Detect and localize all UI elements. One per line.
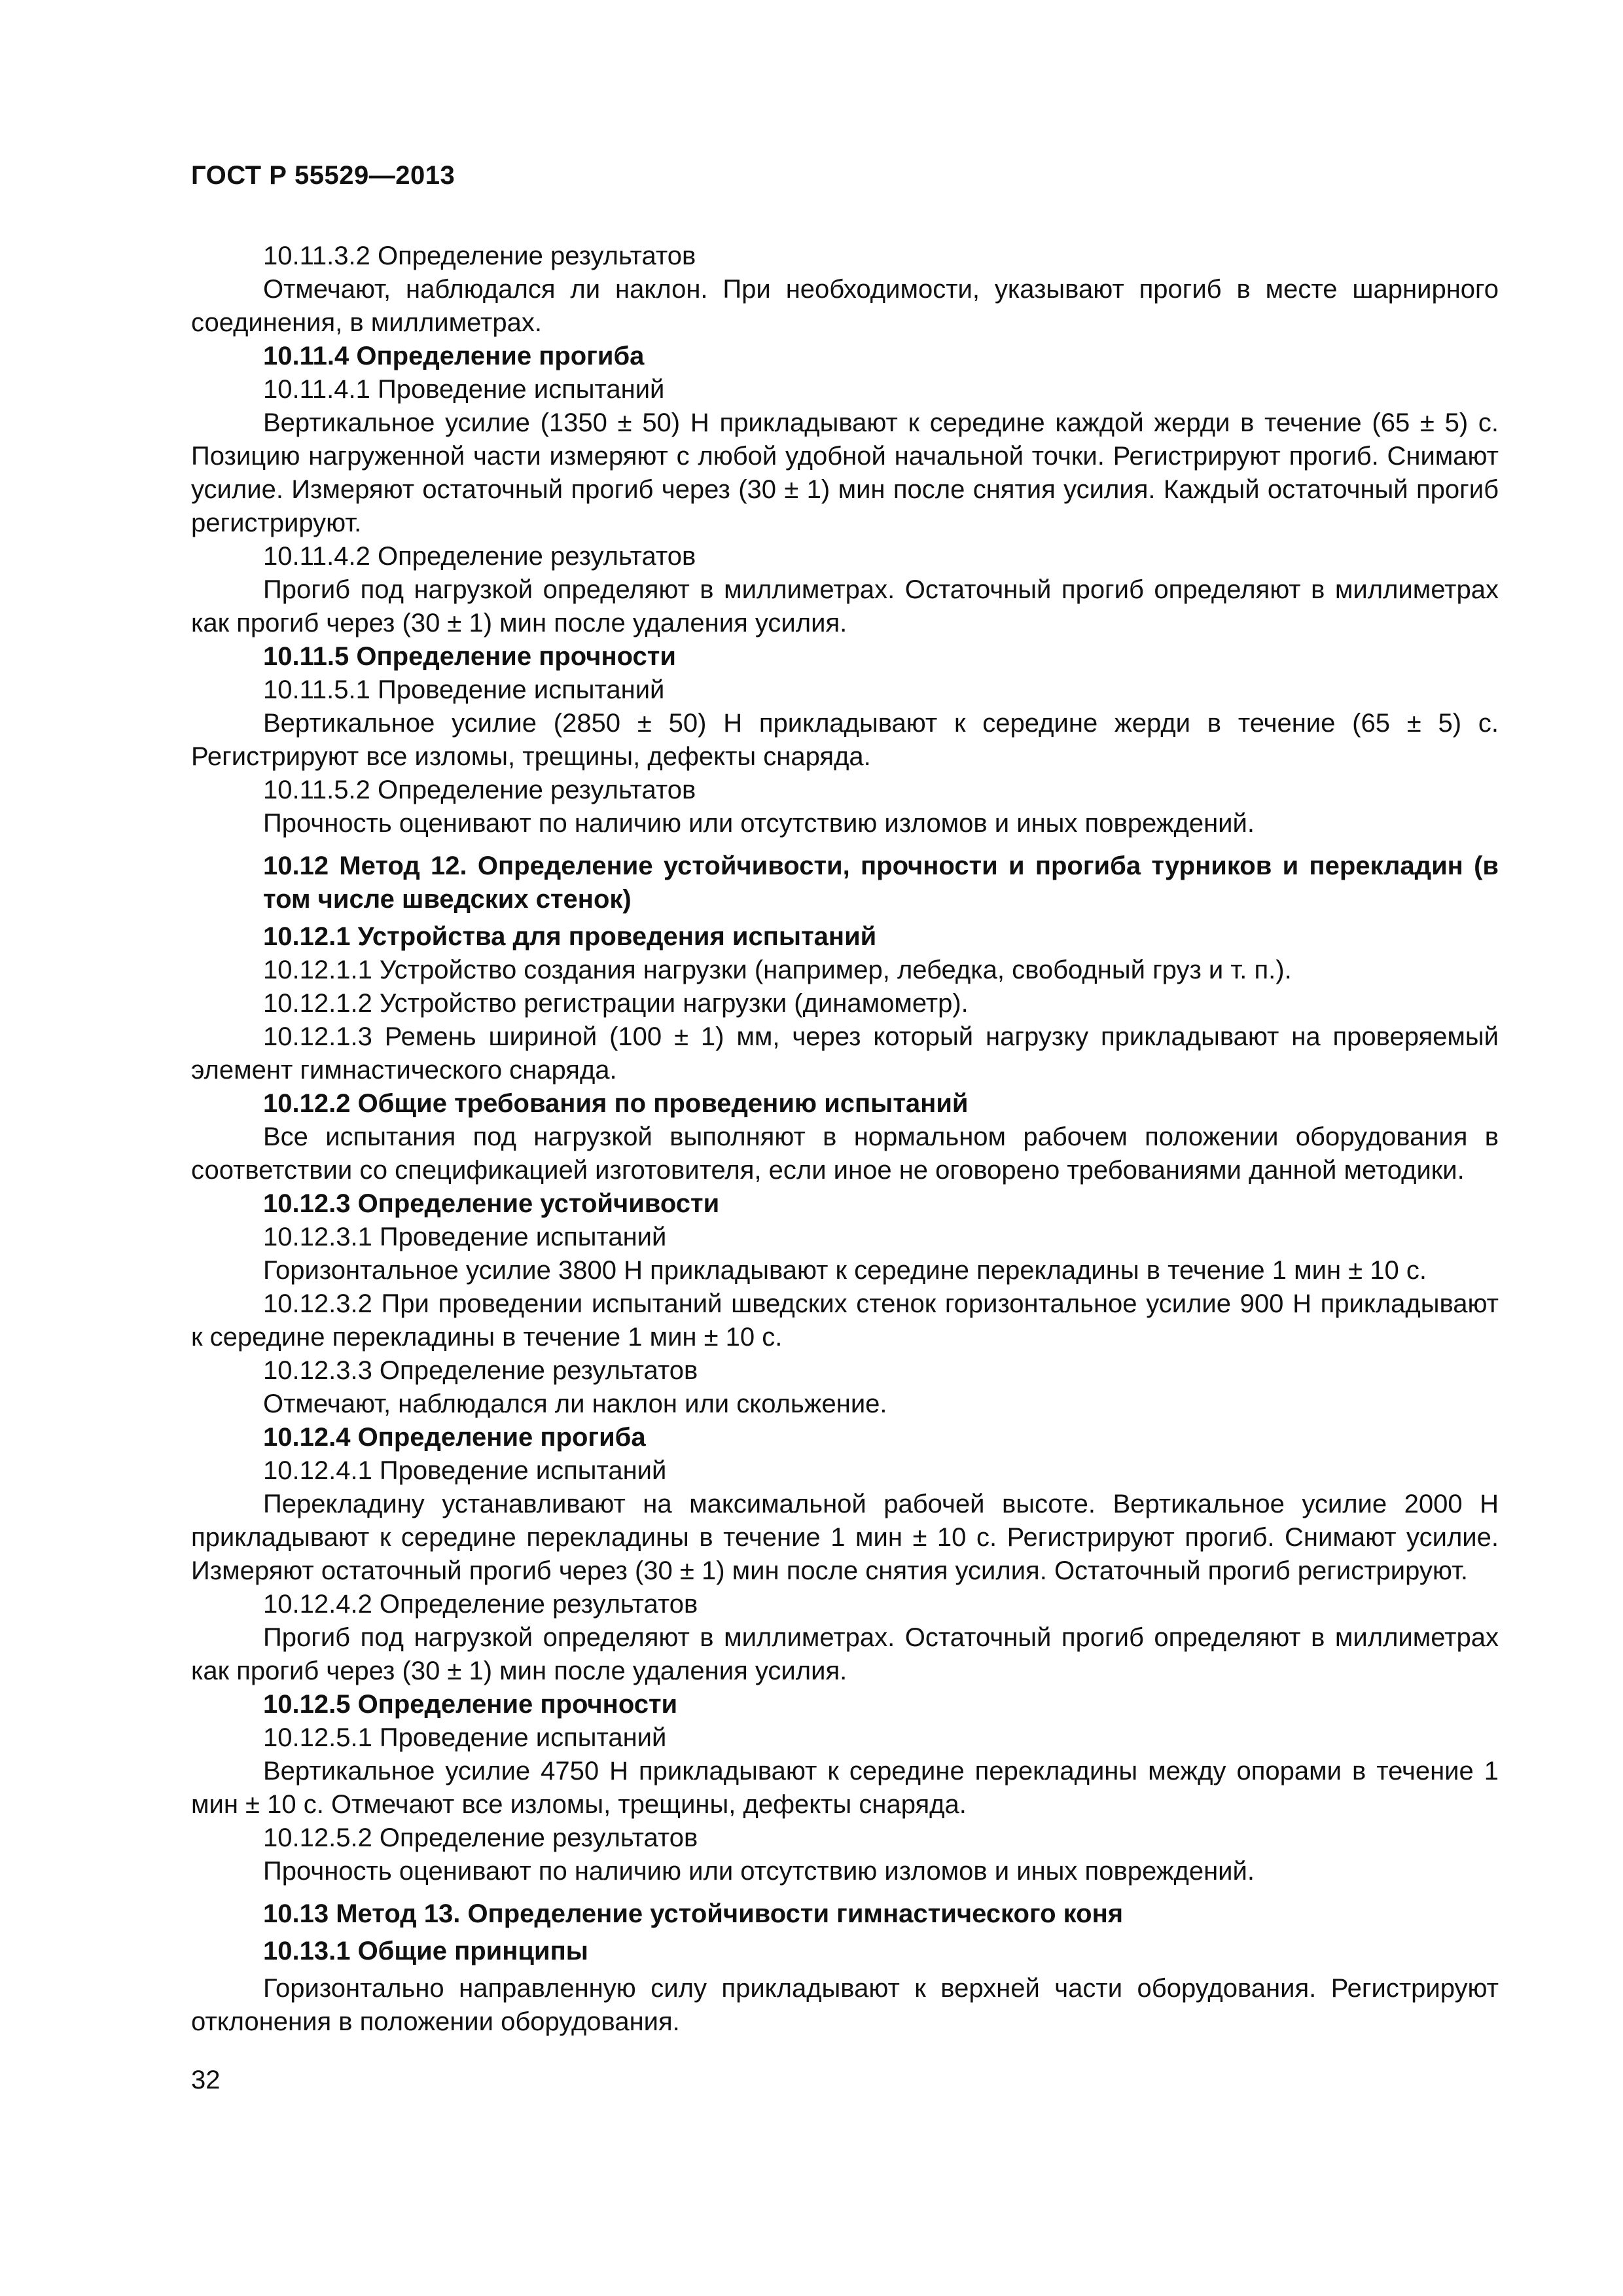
paragraph: Отмечают, наблюдался ли наклон или скольжение. — [263, 1390, 887, 1418]
paragraph: Прочность оценивают по наличию или отсутствию изломов и иных повреждений. — [263, 1857, 1255, 1886]
paragraph: Прогиб под нагрузкой определяют в миллиметрах. Остаточный прогиб определяют в миллиметрах как прогиб через (30 ± 1) мин после удаления усилия. — [191, 575, 1499, 637]
standard-header: ГОСТ Р 55529—2013 — [191, 161, 455, 190]
paragraph: Перекладину устанавливают на максимальной рабочей высоте. Вертикальное усилие 2000 Н прикладывают к середине перекладины в течение 1 мин ± 10 с. Регистрируют прогиб. Снимают усилие. Измеряют остаточный прогиб через (30 ± 1) мин после снятия усилия. Остаточный прогиб регистрируют. — [191, 1490, 1499, 1585]
page-number: 32 — [191, 2066, 221, 2094]
subclause-heading: 10.11.3.2 Определение результатов — [263, 242, 696, 270]
paragraph: Горизонтально направленную силу прикладывают к верхней части оборудования. Регистрируют отклонения в положении оборудования. — [191, 1974, 1499, 2036]
paragraph: Вертикальное усилие (2850 ± 50) Н прикладывают к середине жерди в течение (65 ± 5) с. Регистрируют все изломы, трещины, дефекты снаряда. — [191, 709, 1499, 771]
clause-heading: 10.12.2 Общие требования по проведению испытаний — [263, 1089, 969, 1118]
subclause-heading: 10.11.4.1 Проведение испытаний — [263, 375, 665, 404]
subclause-heading: 10.12.4.1 Проведение испытаний — [263, 1456, 667, 1485]
paragraph: 10.12.1.3 Ремень шириной (100 ± 1) мм, через который нагрузку прикладывают на проверяемый элемент гимнастического снаряда. — [191, 1022, 1499, 1085]
paragraph: 10.12.1.1 Устройство создания нагрузки (например, лебедка, свободный груз и т. п.). — [263, 956, 1292, 984]
paragraph: Горизонтальное усилие 3800 Н прикладывают к середине перекладины в течение 1 мин ± 10 с. — [263, 1256, 1427, 1285]
paragraph: Все испытания под нагрузкой выполняют в нормальном рабочем положении оборудования в соответствии со спецификацией изготовителя, если иное не оговорено требованиями данной методики. — [191, 1122, 1499, 1185]
document-body — [191, 240, 1499, 2039]
paragraph: Прочность оценивают по наличию или отсутствию изломов и иных повреждений. — [263, 809, 1255, 838]
clause-heading: 10.12.1 Устройства для проведения испытаний — [263, 922, 877, 951]
paragraph: Вертикальное усилие (1350 ± 50) Н прикладывают к середине каждой жерди в течение (65 ± 5) с. Позицию нагруженной части измеряют с любой удобной начальной точки. Регистрируют прогиб. Снимают усилие. Измеряют остаточный прогиб через (30 ± 1) мин после снятия усилия. Каждый остаточный прогиб регистрируют. — [191, 408, 1499, 537]
section-heading: 10.13 Метод 13. Определение устойчивости гимнастического коня — [263, 1899, 1124, 1928]
subclause-heading: 10.12.3.3 Определение результатов — [263, 1356, 698, 1385]
subclause-heading: 10.12.3.1 Проведение испытаний — [263, 1223, 667, 1251]
subclause-heading: 10.11.5.2 Определение результатов — [263, 776, 696, 804]
paragraph: 10.12.3.2 При проведении испытаний шведских стенок горизонтальное усилие 900 Н прикладывают к середине перекладины в течение 1 мин ± 10 с. — [191, 1289, 1499, 1352]
clause-heading: 10.12.3 Определение устойчивости — [263, 1189, 720, 1218]
paragraph: Вертикальное усилие 4750 Н прикладывают к середине перекладины между опорами в течение 1 мин ± 10 с. Отмечают все изломы, трещины, дефекты снаряда. — [191, 1757, 1499, 1819]
subclause-heading: 10.11.4.2 Определение результатов — [263, 542, 696, 571]
paragraph: Прогиб под нагрузкой определяют в миллиметрах. Остаточный прогиб определяют в миллиметрах как прогиб через (30 ± 1) мин после удаления усилия. — [191, 1623, 1499, 1685]
clause-heading: 10.12.4 Определение прогиба — [263, 1423, 646, 1452]
paragraph: 10.12.1.2 Устройство регистрации нагрузки (динамометр). — [263, 989, 969, 1018]
paragraph: Отмечают, наблюдался ли наклон. При необходимости, указывают прогиб в месте шарнирного соединения, в миллиметрах. — [191, 275, 1499, 337]
subclause-heading: 10.11.5.1 Проведение испытаний — [263, 675, 665, 704]
subclause-heading: 10.12.5.2 Определение результатов — [263, 1823, 698, 1852]
clause-heading: 10.13.1 Общие принципы — [263, 1937, 588, 1965]
subclause-heading: 10.12.4.2 Определение результатов — [263, 1590, 698, 1619]
subclause-heading: 10.12.5.1 Проведение испытаний — [263, 1723, 667, 1752]
clause-heading: 10.12.5 Определение прочности — [263, 1690, 678, 1719]
clause-heading: 10.11.4 Определение прогиба — [263, 342, 645, 370]
clause-heading: 10.11.5 Определение прочности — [263, 642, 676, 671]
section-heading: 10.12 Метод 12. Определение устойчивости, прочности и прогиба турников и перекладин (в том числе шведских стенок) — [263, 852, 1499, 914]
